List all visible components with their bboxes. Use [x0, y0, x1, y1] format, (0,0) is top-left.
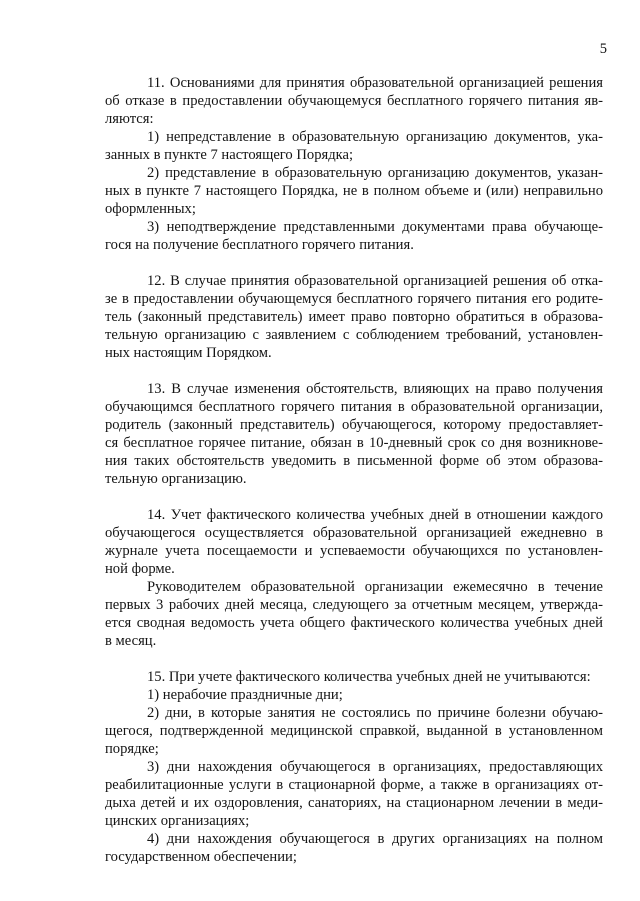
text-line: 2) представление в образовательную организацию документов, указан-: [147, 165, 603, 181]
text-line: 3) неподтверждение представленными документами права обучающе-: [147, 219, 603, 235]
text-line: 14. Учет фактического количества учебных дней в отношении каждого: [147, 507, 603, 523]
text-line: 13. В случае изменения обстоятельств, влияющих на право получения: [147, 381, 603, 397]
text-line: 2) дни, в которые занятия не состоялись по причине болезни обучаю-: [147, 705, 603, 721]
document-body: [105, 74, 603, 866]
text-line: Руководителем образовательной организации ежемесячно в течение: [147, 579, 603, 595]
text-line: в месяц.: [105, 633, 157, 649]
paragraph-p11: [105, 74, 603, 254]
text-line: тельную организацию с заявлением с соблюдением требований, установлен-: [105, 327, 603, 343]
paragraph-p12: [105, 272, 603, 362]
text-line: гося на получение бесплатного горячего питания.: [105, 237, 414, 253]
text-line: об отказе в предоставлении обучающемуся бесплатного горячего питания яв-: [105, 93, 603, 109]
paragraph-gap: [105, 488, 603, 506]
text-line: 1) непредставление в образовательную организацию документов, ука-: [147, 129, 603, 145]
text-line: обучающимся бесплатного горячего питания в образовательной организации,: [105, 399, 603, 415]
page-number: 5: [599, 41, 607, 57]
text-line: ных настоящим Порядком.: [105, 345, 272, 361]
paragraph-p15: [105, 668, 603, 866]
text-line: обучающегося осуществляется образовательной организацией ежедневно в: [105, 525, 603, 541]
paragraph-p13: [105, 380, 603, 488]
text-line: цинских организациях;: [105, 813, 250, 829]
text-line: тель (законный представитель) имеет право повторно обратиться в образова-: [105, 309, 603, 325]
paragraph-gap: [105, 650, 603, 668]
text-line: первых 3 рабочих дней месяца, следующего за отчетным месяцем, утвержда-: [105, 597, 603, 613]
text-line: щегося, подтвержденной медицинской справкой, выданной в установленном: [105, 723, 603, 739]
text-line: реабилитационные услуги в стационарной форме, а также в организациях от-: [105, 777, 603, 793]
text-line: ных в пункте 7 настоящего Порядка, не в полном объеме и (или) неправильно: [105, 183, 603, 199]
text-line: 12. В случае принятия образовательной организацией решения об отка-: [147, 273, 603, 289]
text-line: родитель (законный представитель) обучающегося, которому предоставляет-: [105, 417, 603, 433]
text-line: 4) дни нахождения обучающегося в других организациях на полном: [147, 831, 603, 847]
text-line: ся бесплатное горячее питание, обязан в 10-дневный срок со дня возникнове-: [105, 435, 603, 451]
text-line: дыха детей и их оздоровления, санаториях, на стационарном лечении в меди-: [105, 795, 603, 811]
text-line: порядке;: [105, 741, 159, 757]
text-line: оформленных;: [105, 201, 196, 217]
text-line: ется сводная ведомость учета общего фактического количества учебных дней: [105, 615, 603, 631]
text-line: тельную организацию.: [105, 471, 247, 487]
text-line: ния таких обстоятельств уведомить в письменной форме об этом образова-: [105, 453, 603, 469]
paragraph-gap: [105, 362, 603, 380]
text-line: 1) нерабочие праздничные дни;: [147, 687, 343, 703]
text-line: занных в пункте 7 настоящего Порядка;: [105, 147, 354, 163]
text-line: 11. Основаниями для принятия образовательной организацией решения: [147, 75, 603, 91]
text-line: 3) дни нахождения обучающегося в организациях, предоставляющих: [147, 759, 603, 775]
text-line: ляются:: [105, 111, 154, 127]
text-line: государственном обеспечении;: [105, 849, 297, 865]
paragraph-gap: [105, 254, 603, 272]
text-line: ной форме.: [105, 561, 175, 577]
paragraph-p14: [105, 506, 603, 650]
text-line: журнале учета посещаемости и успеваемости обучающихся по установлен-: [105, 543, 603, 559]
text-line: зе в предоставлении обучающемуся бесплатного горячего питания его родите-: [105, 291, 603, 307]
text-line: 15. При учете фактического количества учебных дней не учитываются:: [147, 669, 591, 685]
